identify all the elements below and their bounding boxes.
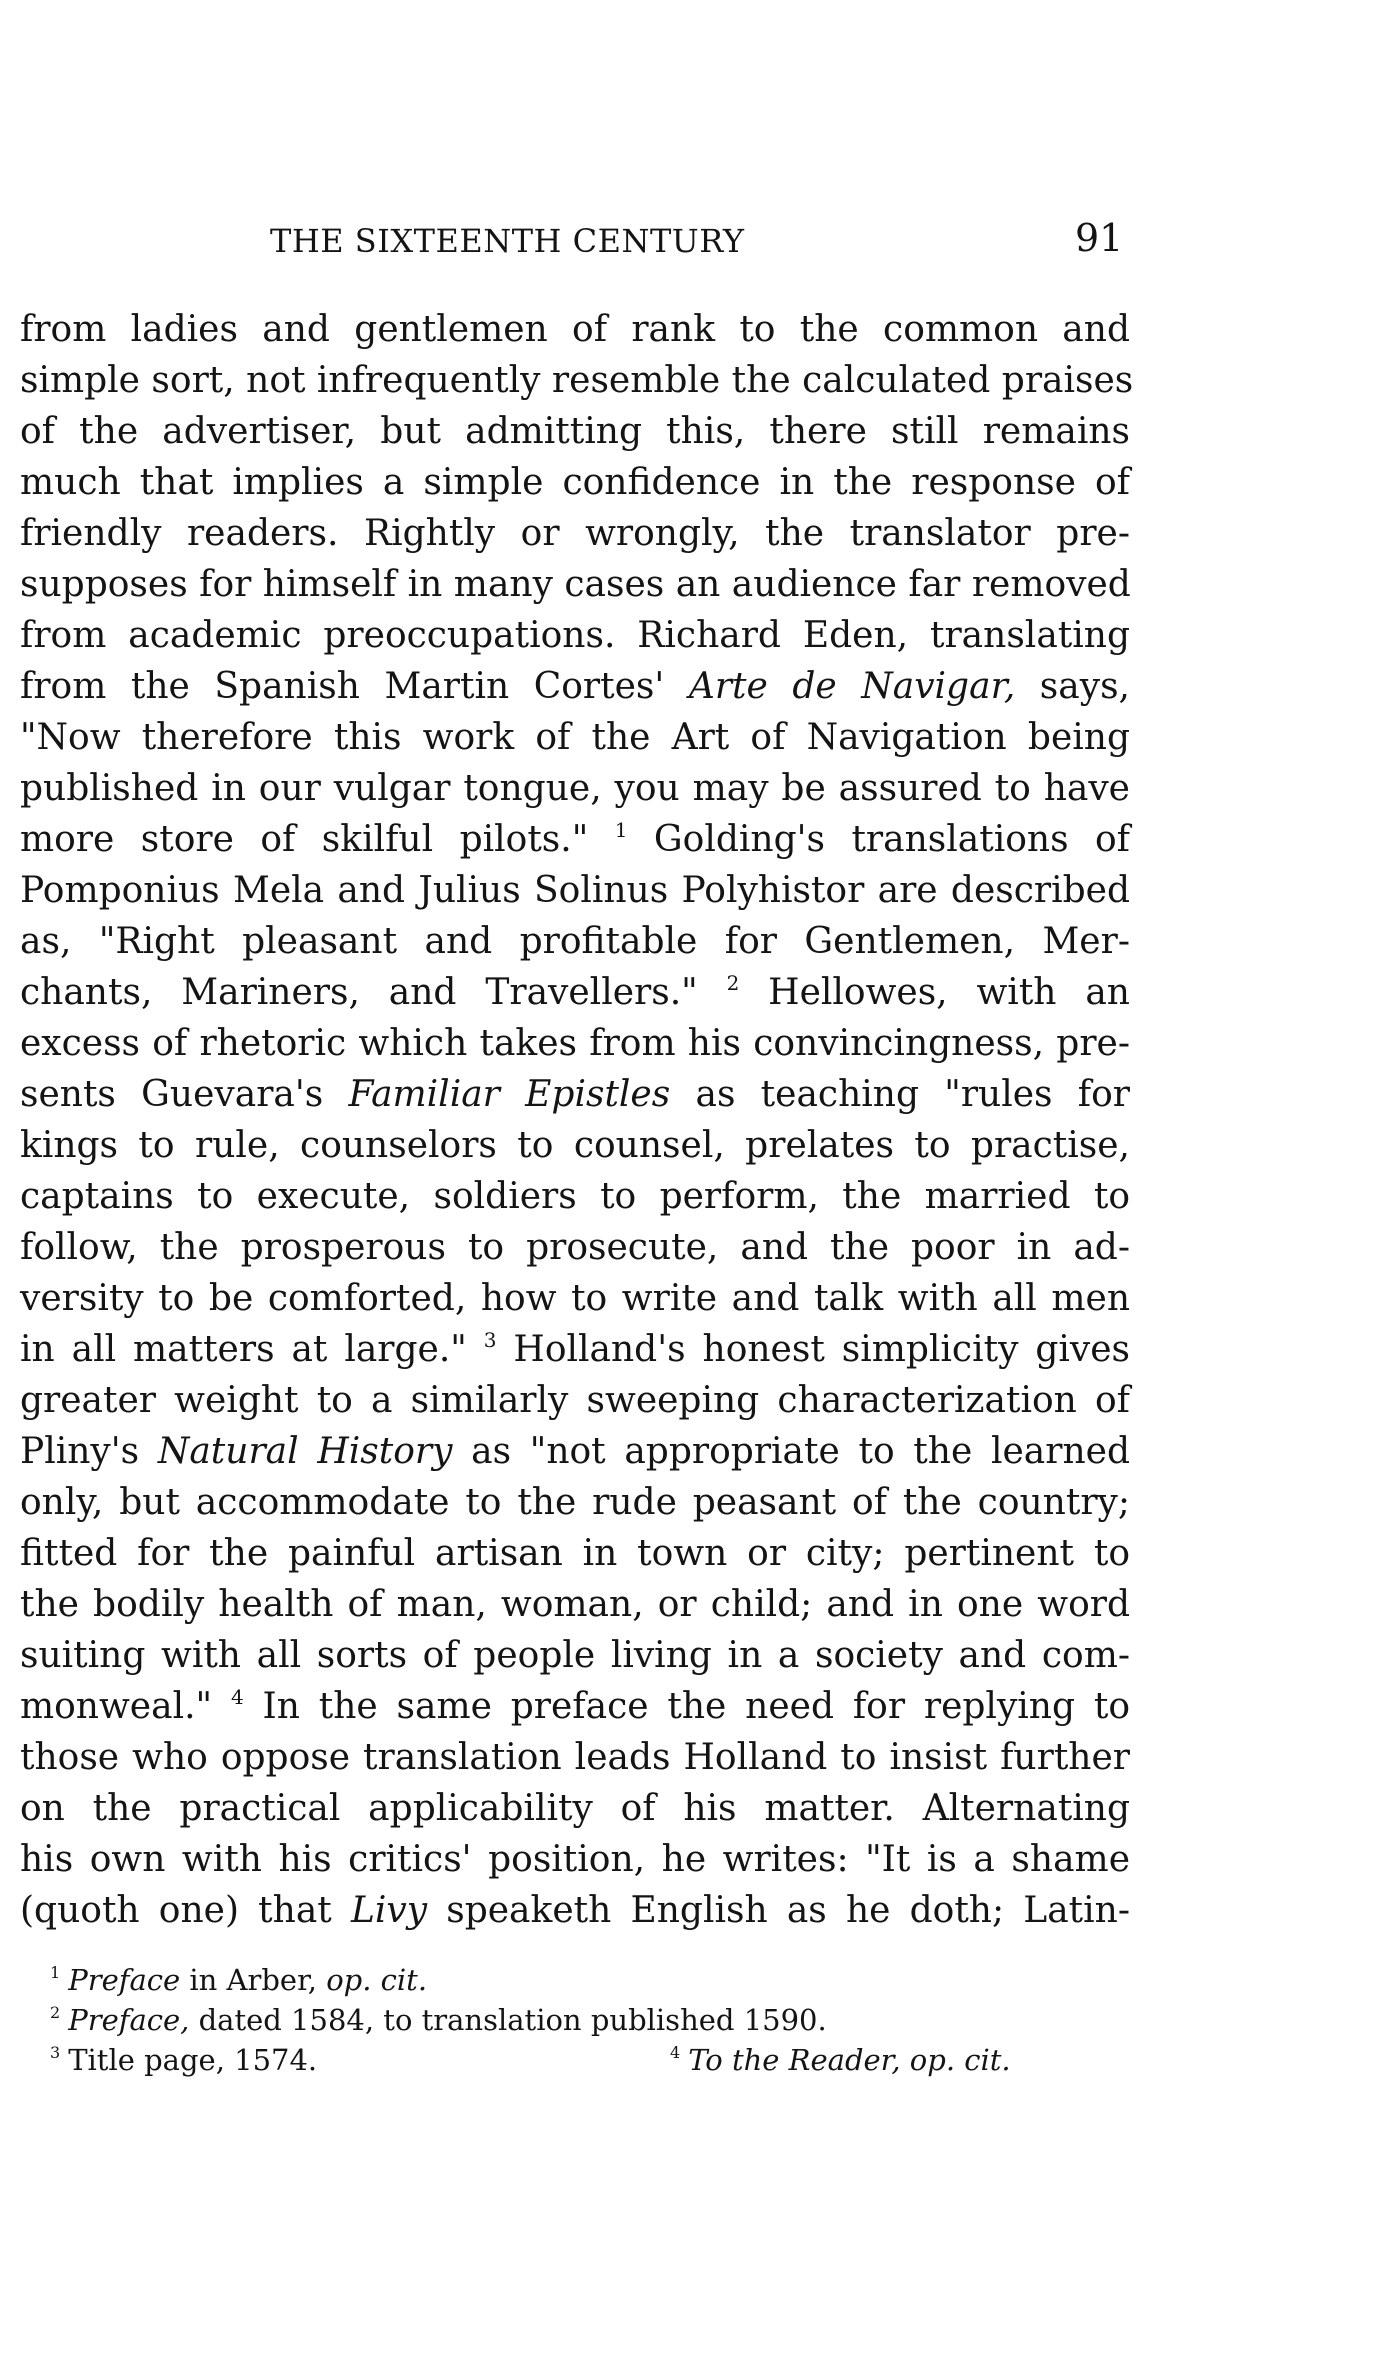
text-line (20, 304, 1130, 355)
text-line (20, 865, 1130, 916)
text-run: his own with his critics' position, he writes: "It is a shame (20, 1839, 1130, 1880)
running-title: THE SIXTEENTH CENTURY (270, 222, 745, 260)
text-run: chants, Mariners, and Travellers." (20, 972, 727, 1013)
italic-text: op. cit. (909, 2043, 1011, 2077)
text-line (20, 559, 1130, 610)
text-run: only, but accommodate to the rude peasant of the country; (20, 1482, 1130, 1523)
text-line (20, 1069, 1130, 1120)
text-run: excess of rhetoric which takes from his convincingness, pre- (20, 1023, 1130, 1064)
text-run: suiting with all sorts of people living in a society and com- (20, 1635, 1130, 1676)
text-line (20, 508, 1130, 559)
text-line (20, 661, 1130, 712)
text-run: Holland's honest simplicity gives (496, 1329, 1130, 1370)
text-run: as, "Right pleasant and profitable for Gentlemen, Mer- (20, 921, 1130, 962)
text-run: Pliny's (20, 1431, 158, 1472)
text-line (20, 1885, 1130, 1936)
text-line (20, 1375, 1130, 1426)
text-run: more store of skilful pilots." (20, 819, 615, 860)
text-line (20, 763, 1130, 814)
text-run: In the same preface the need for replying to (243, 1686, 1131, 1727)
italic-text: Familiar Epistles (348, 1074, 671, 1115)
text-run: as teaching "rules for (670, 1074, 1130, 1115)
text-line (20, 406, 1130, 457)
footnote-1 (50, 1960, 1120, 2000)
footnotes (50, 1960, 1120, 2080)
text-line (20, 1528, 1130, 1579)
text-line (20, 457, 1130, 508)
text-run: Title page, 1574. (68, 2043, 318, 2077)
footnote-number: 2 (50, 2003, 61, 2022)
footnote-marker: 4 (230, 1685, 244, 1709)
text-line (20, 1018, 1130, 1069)
footnote-3 (50, 2040, 317, 2080)
text-line (20, 814, 1130, 865)
text-run: speaketh English as he doth; Latin- (427, 1890, 1130, 1931)
text-line (20, 1477, 1130, 1528)
footnote-marker: 1 (614, 818, 628, 842)
italic-text: Natural History (157, 1431, 453, 1472)
text-run: friendly readers. Rightly or wrongly, the translator pre- (20, 513, 1130, 554)
text-line (20, 1834, 1130, 1885)
footnote-number: 3 (50, 2043, 61, 2062)
text-run: kings to rule, counselors to counsel, prelates to practise, (20, 1125, 1130, 1166)
text-run: of the advertiser, but admitting this, there still remains (20, 411, 1130, 452)
text-run: "Now therefore this work of the Art of Navigation being (20, 717, 1130, 758)
text-line (20, 712, 1130, 763)
text-run: simple sort, not infrequently resemble the calculated praises (20, 360, 1134, 401)
text-run: on the practical applicability of his matter. Alternating (20, 1788, 1130, 1829)
text-run: the bodily health of man, woman, or child; and in one word (20, 1584, 1130, 1625)
text-run: captains to execute, soldiers to perform, the married to (20, 1176, 1130, 1217)
footnote-4 (670, 2040, 1011, 2080)
italic-text: To the Reader, (688, 2043, 901, 2077)
italic-text: Preface (68, 1963, 181, 1997)
text-run: those who oppose translation leads Holland to insist further (20, 1737, 1130, 1778)
text-run: dated 1584, to translation published 1590. (189, 2003, 827, 2037)
text-run: published in our vulgar tongue, you may be assured to have (20, 768, 1130, 809)
footnote-number: 1 (50, 1963, 61, 1982)
text-line (20, 1681, 1130, 1732)
text-run: from the Spanish Martin Cortes' (20, 666, 689, 707)
text-run: monweal." (20, 1686, 231, 1727)
text-run: sents Guevara's (20, 1074, 349, 1115)
text-line (20, 1273, 1130, 1324)
text-run: Hellowes, with an (739, 972, 1130, 1013)
text-line (20, 610, 1130, 661)
text-run: Golding's translations of (627, 819, 1130, 860)
text-run: Pomponius Mela and Julius Solinus Polyhistor are described (20, 870, 1130, 911)
text-line (20, 1120, 1130, 1171)
body-text (20, 304, 1134, 1936)
italic-text: op. cit. (326, 1963, 428, 1997)
italic-text: Livy (350, 1890, 428, 1931)
text-run: says, (1015, 666, 1131, 707)
italic-text: Arte de Navigar, (688, 666, 1016, 707)
footnote-number: 4 (670, 2043, 681, 2062)
text-line (20, 916, 1130, 967)
footnote-row (50, 2040, 1120, 2080)
text-line (20, 355, 1134, 406)
text-line (20, 1579, 1130, 1630)
text-run: from academic preoccupations. Richard Eden, translating (20, 615, 1130, 656)
page-number: 91 (1075, 216, 1124, 260)
footnote-marker: 3 (483, 1328, 497, 1352)
text-line (20, 1426, 1130, 1477)
text-line (20, 1324, 1130, 1375)
text-run: as "not appropriate to the learned (452, 1431, 1130, 1472)
text-run: much that implies a simple confidence in the response of (20, 462, 1130, 503)
text-line (20, 1171, 1130, 1222)
text-run: from ladies and gentlemen of rank to the common and (20, 309, 1130, 350)
text-run: in all matters at large." (20, 1329, 484, 1370)
text-run: versity to be comforted, how to write and talk with all men (20, 1278, 1130, 1319)
footnote-2 (50, 2000, 1120, 2040)
text-run: greater weight to a similarly sweeping characterization of (20, 1380, 1130, 1421)
text-run: fitted for the painful artisan in town or city; pertinent to (20, 1533, 1130, 1574)
text-line (20, 1783, 1130, 1834)
footnote-marker: 2 (726, 971, 740, 995)
text-line (20, 967, 1130, 1018)
text-line (20, 1630, 1130, 1681)
text-run: in Arber, (180, 1963, 327, 1997)
text-line (20, 1222, 1130, 1273)
text-run: follow, the prosperous to prosecute, and the poor in ad- (20, 1227, 1130, 1268)
text-run: (quoth one) that (20, 1890, 351, 1931)
text-line (20, 1732, 1130, 1783)
text-run: supposes for himself in many cases an audience far removed (20, 564, 1131, 605)
text-run (901, 2043, 910, 2077)
italic-text: Preface, (68, 2003, 190, 2037)
